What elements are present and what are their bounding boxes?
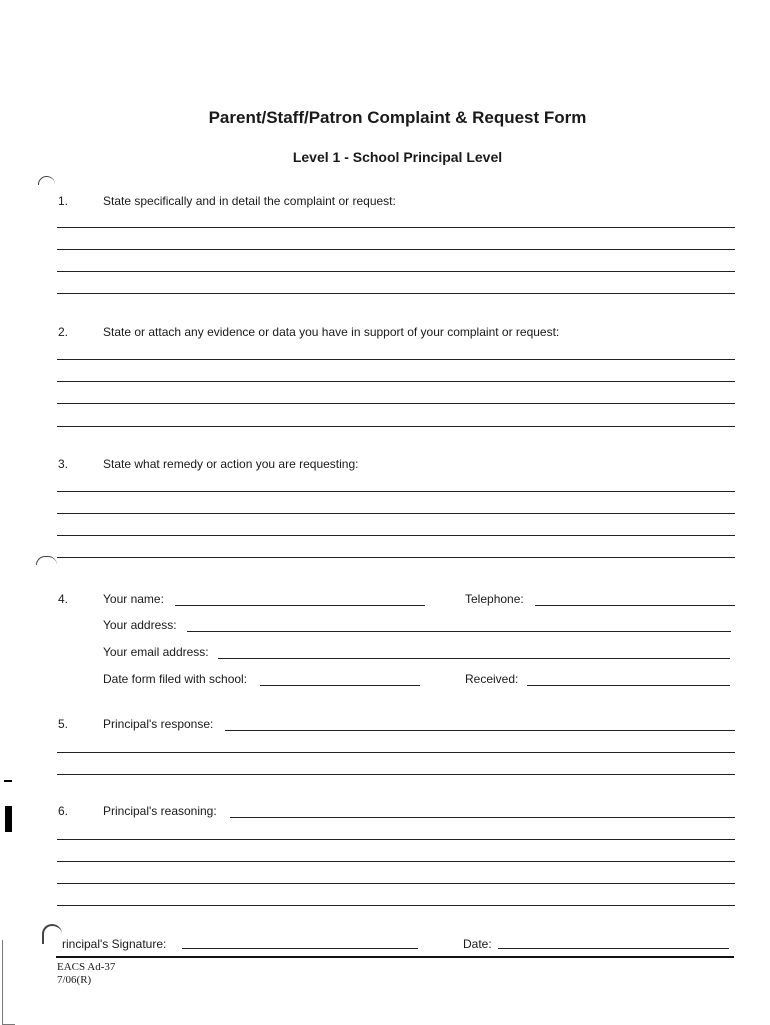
signature-curl	[42, 924, 62, 944]
section-1-line[interactable]	[57, 227, 735, 228]
principal-response-field[interactable]	[225, 730, 735, 731]
section-6-number: 6.	[58, 804, 69, 818]
principal-reasoning-label: Principal's reasoning:	[103, 804, 217, 818]
telephone-field[interactable]	[535, 605, 735, 606]
form-title: Parent/Staff/Patron Complaint & Request Form	[208, 108, 587, 127]
section-5-number: 5.	[58, 717, 69, 731]
section-6-line[interactable]	[57, 861, 735, 862]
section-2-line[interactable]	[57, 403, 735, 404]
received-field[interactable]	[527, 685, 730, 686]
section-2-line[interactable]	[57, 359, 735, 360]
section-5-line[interactable]	[57, 752, 735, 753]
principal-signature-field[interactable]	[182, 948, 418, 949]
section-1-number: 1.	[58, 194, 69, 208]
email-label: Your email address:	[103, 645, 209, 659]
section-6-line[interactable]	[57, 905, 735, 906]
your-name-label: Your name:	[103, 592, 164, 606]
section-3-line[interactable]	[57, 535, 735, 536]
scan-edge	[2, 940, 15, 1025]
telephone-label: Telephone:	[465, 592, 524, 606]
section-3-prompt: State what remedy or action you are requesting:	[103, 457, 359, 471]
form-subtitle: Level 1 - School Principal Level	[292, 149, 503, 165]
scan-bar	[4, 780, 12, 782]
scan-mark	[38, 176, 55, 185]
principal-reasoning-field[interactable]	[230, 817, 735, 818]
section-3-line[interactable]	[57, 557, 735, 558]
your-address-field[interactable]	[187, 631, 731, 632]
your-name-field[interactable]	[175, 605, 425, 606]
date-filed-field[interactable]	[260, 685, 420, 686]
section-3-number: 3.	[58, 457, 69, 471]
scan-bar	[5, 806, 12, 832]
email-field[interactable]	[218, 658, 730, 659]
section-1-prompt: State specifically and in detail the complaint or request:	[103, 194, 396, 208]
section-2-prompt: State or attach any evidence or data you have in support of your complaint or request:	[103, 325, 560, 339]
form-code: EACS Ad-37	[57, 961, 116, 973]
footer-divider	[56, 956, 734, 958]
section-3-line[interactable]	[57, 513, 735, 514]
section-1-line[interactable]	[57, 249, 735, 250]
scan-mark	[36, 556, 57, 565]
section-2-line[interactable]	[57, 426, 735, 427]
your-address-label: Your address:	[103, 618, 177, 632]
date-filed-label: Date form filed with school:	[103, 672, 248, 686]
section-3-line[interactable]	[57, 491, 735, 492]
form-revision: 7/06(R)	[57, 974, 92, 986]
principal-signature-label: rincipal's Signature:	[62, 937, 167, 951]
signature-date-field[interactable]	[498, 948, 729, 949]
section-1-line[interactable]	[57, 271, 735, 272]
section-5-line[interactable]	[57, 774, 735, 775]
principal-response-label: Principal's response:	[103, 717, 214, 731]
section-2-number: 2.	[58, 325, 69, 339]
section-6-line[interactable]	[57, 839, 735, 840]
section-6-line[interactable]	[57, 883, 735, 884]
section-4-number: 4.	[58, 592, 69, 606]
section-1-line[interactable]	[57, 293, 735, 294]
received-label: Received:	[465, 672, 519, 686]
section-2-line[interactable]	[57, 381, 735, 382]
signature-date-label: Date:	[463, 937, 492, 951]
